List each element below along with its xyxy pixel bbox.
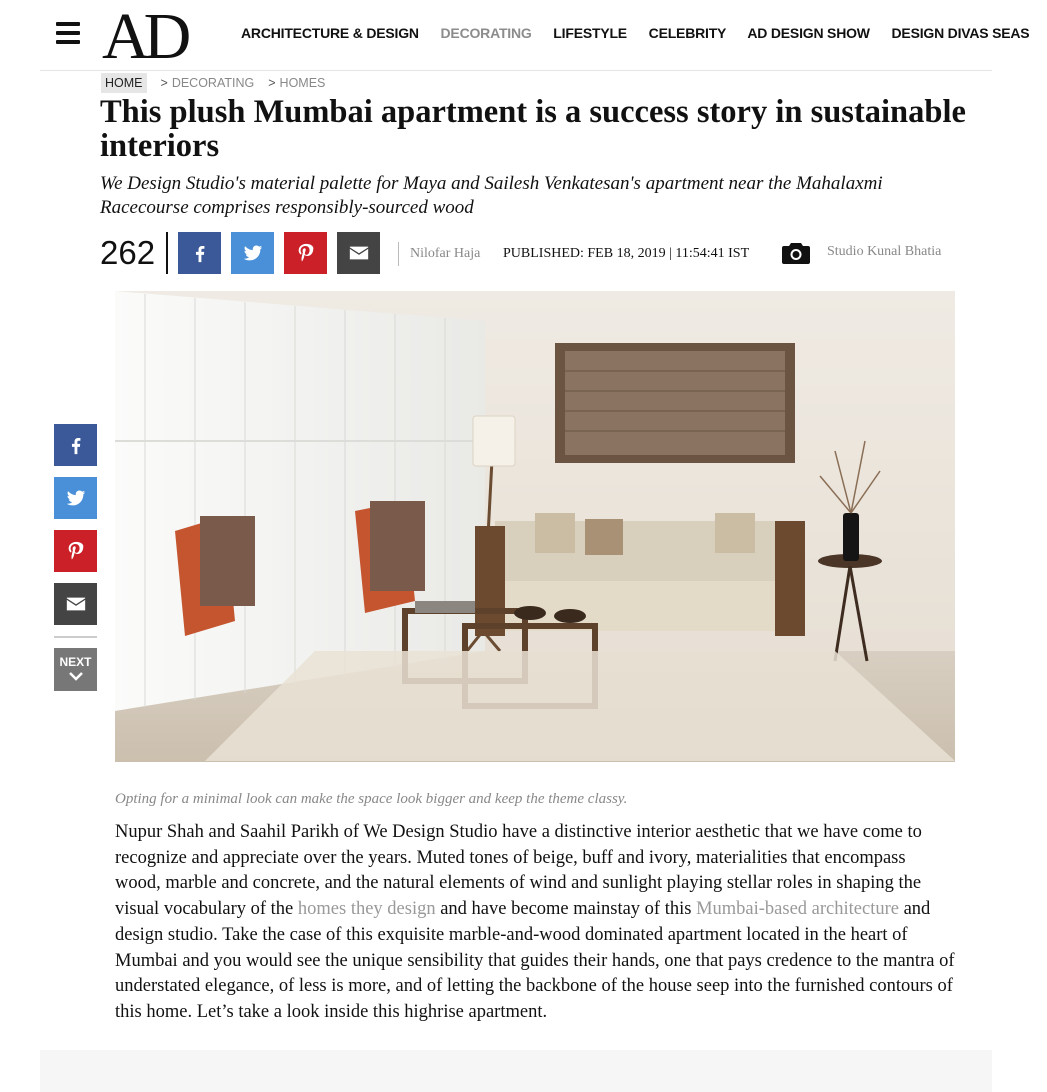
breadcrumb-homes[interactable]: HOMES xyxy=(279,76,326,90)
nav-decorating[interactable]: DECORATING xyxy=(440,25,532,41)
main-nav xyxy=(241,25,1047,41)
breadcrumb xyxy=(101,72,339,94)
pinterest-share-button[interactable] xyxy=(284,232,327,274)
nav-design-divas[interactable]: DESIGN DIVAS SEAS xyxy=(891,25,1030,41)
twitter-icon xyxy=(65,487,87,509)
body-text: Nupur Shah and Saahil Parikh of We Design Studio have a distinctive interior aesthetic that we have come to recognize and appreciate over the years. Muted tones of beige, buff and ivory, materialities that encompass wood, marble and concrete, and the natural elements of wind and sunlight playing stellar roles in shaping the visual vocabulary of the xyxy=(115,822,922,920)
nav-celebrity[interactable]: CELEBRITY xyxy=(648,25,727,41)
article-dek: We Design Studio's material palette for Maya and Sailesh Venkatesan's apartment near the Mahalaxmi Racecourse comprises responsibly-sourced wood xyxy=(100,173,883,218)
living-room-photo xyxy=(115,291,955,762)
publish-date: PUBLISHED: FEB 18, 2019 | 11:54:41 IST xyxy=(503,246,750,261)
side-pinterest-button[interactable] xyxy=(54,530,97,572)
breadcrumb-home[interactable]: HOME xyxy=(101,73,147,93)
email-share-button[interactable] xyxy=(337,232,380,274)
body-text: and design studio. Take the case of this exquisite marble-and-wood dominated apartment located in the heart of Mumbai and you would see the unique sensibility that guides their hands, one that pays credence to the mantra of understated elegance, of less is more, and of letting the backbone of the house seep into the furnished contours of this home. Let’s take a look inside this highrise apartment. xyxy=(115,899,955,1022)
nav-ad-design-show[interactable]: AD DESIGN SHOW xyxy=(747,25,870,41)
side-facebook-button[interactable] xyxy=(54,424,97,466)
email-icon xyxy=(65,593,87,615)
side-email-button[interactable] xyxy=(54,583,97,625)
body-text: and have become mainstay of this xyxy=(435,899,697,920)
side-twitter-button[interactable] xyxy=(54,477,97,519)
facebook-share-button[interactable] xyxy=(178,232,221,274)
article-headline: This plush Mumbai apartment is a success story in sustainable interiors xyxy=(100,94,966,164)
menu-icon[interactable] xyxy=(56,22,80,44)
photo-credit: Studio Kunal Bhatia xyxy=(827,244,942,259)
camera-icon xyxy=(782,241,810,265)
share-meta-row xyxy=(100,232,970,274)
image-caption: Opting for a minimal look can make the space look bigger and keep the theme classy. xyxy=(115,791,628,807)
pinterest-icon xyxy=(295,242,317,264)
share-count-divider xyxy=(166,232,168,274)
twitter-share-button[interactable] xyxy=(231,232,274,274)
site-logo[interactable]: AD xyxy=(102,0,186,73)
share-count: 262 xyxy=(100,234,156,271)
nav-lifestyle[interactable]: LIFESTYLE xyxy=(553,25,627,41)
next-article-button[interactable] xyxy=(54,648,97,691)
author-name[interactable]: Nilofar Haja xyxy=(410,246,481,261)
bottom-overlay xyxy=(40,1050,992,1092)
twitter-icon xyxy=(242,242,264,264)
facebook-icon xyxy=(65,434,87,456)
article-body xyxy=(115,820,955,1026)
side-divider xyxy=(54,636,97,638)
breadcrumb-decorating[interactable]: DECORATING xyxy=(171,76,255,90)
facebook-icon xyxy=(189,242,211,264)
email-icon xyxy=(348,242,370,264)
breadcrumb-separator: > xyxy=(268,76,276,90)
hero-image xyxy=(115,291,955,762)
author-divider xyxy=(398,242,399,266)
link-mumbai-based-architecture[interactable]: Mumbai-based architecture xyxy=(696,899,899,920)
next-label: NEXT xyxy=(59,655,92,669)
pinterest-icon xyxy=(65,540,87,562)
chevron-down-icon xyxy=(68,670,84,682)
link-homes-they-design[interactable]: homes they design xyxy=(297,899,436,920)
nav-architecture-design[interactable]: ARCHITECTURE & DESIGN xyxy=(241,25,419,41)
breadcrumb-separator: > xyxy=(160,76,168,90)
top-navigation-bar xyxy=(40,0,1030,73)
